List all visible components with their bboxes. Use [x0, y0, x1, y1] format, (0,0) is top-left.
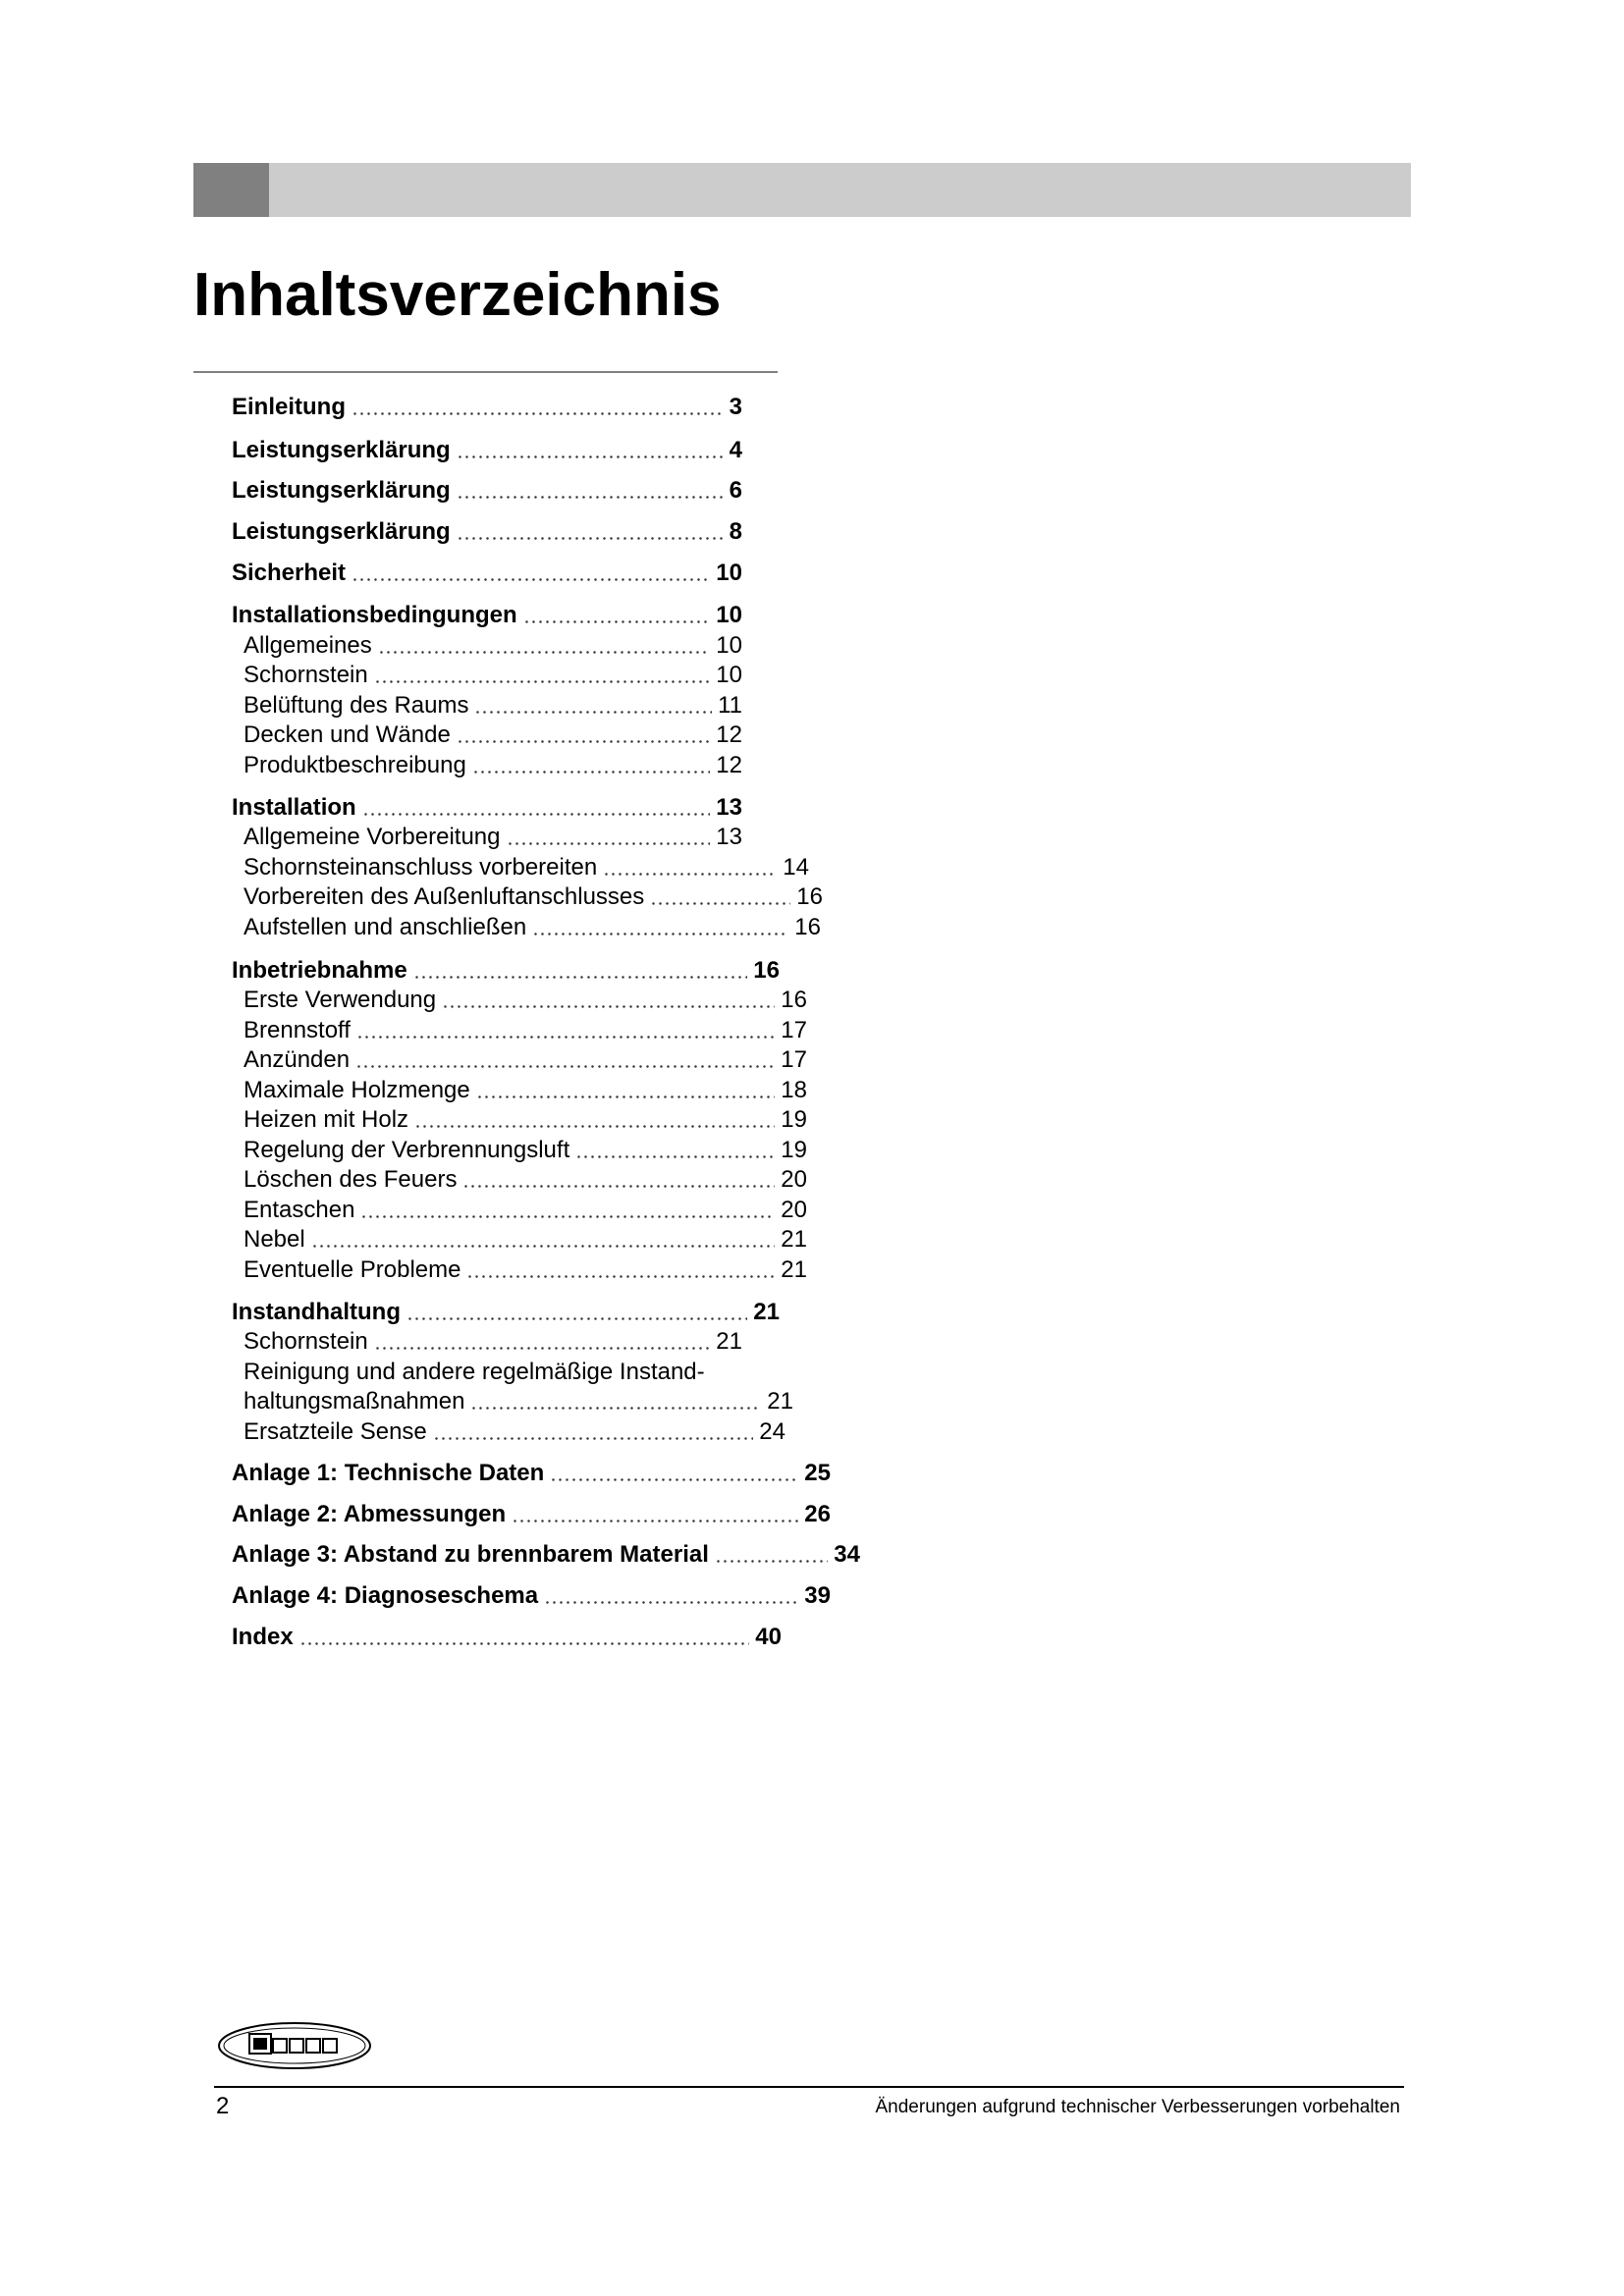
toc-leader-dots — [299, 1642, 750, 1645]
header-bar — [193, 163, 1411, 217]
toc-entry-page: 16 — [781, 986, 807, 1013]
toc-entry[interactable] — [244, 749, 742, 778]
footer-divider — [214, 2086, 1404, 2088]
toc-entry[interactable] — [244, 911, 821, 940]
toc-leader-dots — [603, 873, 777, 876]
toc-leader-dots — [356, 1036, 775, 1039]
toc-entry-label: Reinigung und andere regelmäßige Instand- — [244, 1358, 705, 1385]
toc-entry-label: Erste Verwendung — [244, 986, 437, 1013]
toc-entry-page: 12 — [716, 751, 742, 778]
toc-entry-page: 17 — [781, 1016, 807, 1043]
toc-entry[interactable] — [232, 515, 742, 545]
toc-leader-dots — [523, 620, 711, 623]
toc-entry-page: 25 — [804, 1459, 831, 1486]
toc-entry-label: Anlage 2: Abmessungen — [232, 1500, 507, 1527]
toc-entry-page: 10 — [716, 631, 742, 659]
toc-entry-page: 10 — [716, 559, 742, 586]
toc-leader-dots — [474, 711, 712, 714]
toc-entry-page: 21 — [767, 1387, 793, 1415]
toc-leader-dots — [457, 537, 724, 540]
toc-entry-page: 19 — [781, 1105, 807, 1133]
toc-entry[interactable] — [244, 1014, 807, 1043]
toc-leader-dots — [466, 1275, 775, 1278]
toc-entry[interactable] — [232, 791, 742, 821]
toc-entry-label: Schornstein — [244, 661, 368, 688]
toc-leader-dots — [352, 578, 710, 581]
toc-entry-label: Instandhaltung — [232, 1298, 401, 1325]
dovre-logo — [216, 2020, 373, 2076]
page-number: 2 — [216, 2093, 230, 2119]
toc-entry-label: Ersatzteile Sense — [244, 1417, 427, 1445]
toc-entry[interactable] — [232, 1621, 782, 1650]
toc-entry-label: haltungsmaßnahmen — [244, 1387, 465, 1415]
toc-entry-page: 21 — [716, 1327, 742, 1355]
toc-entry-page: 16 — [753, 956, 780, 984]
toc-leader-dots — [374, 1347, 711, 1350]
toc-leader-dots — [362, 813, 711, 816]
toc-entry-page: 4 — [729, 436, 742, 463]
toc-entry-page: 24 — [759, 1417, 785, 1445]
toc-entry[interactable] — [244, 1356, 774, 1385]
toc-entry[interactable] — [244, 1415, 785, 1445]
toc-entry[interactable] — [232, 1457, 831, 1486]
toc-entry[interactable] — [244, 821, 742, 850]
toc-entry-label: Allgemeine Vorbereitung — [244, 823, 501, 850]
toc-entry[interactable] — [244, 719, 742, 748]
toc-entry-page: 21 — [781, 1225, 807, 1253]
toc-entry[interactable] — [232, 1296, 780, 1325]
toc-entry-page: 26 — [804, 1500, 831, 1527]
toc-entry[interactable] — [244, 1074, 807, 1103]
toc-leader-dots — [512, 1520, 798, 1522]
toc-leader-dots — [374, 680, 711, 683]
toc-entry-label: Installation — [232, 793, 356, 821]
toc-leader-dots — [378, 651, 711, 654]
toc-entry-page: 16 — [794, 913, 821, 940]
toc-entry-label: Schornsteinanschluss vorbereiten — [244, 853, 598, 881]
toc-entry[interactable] — [244, 659, 742, 688]
toc-entry-page: 34 — [834, 1540, 860, 1568]
toc-entry-page: 14 — [783, 853, 809, 881]
toc-entry-page: 19 — [781, 1136, 807, 1163]
toc-leader-dots — [532, 933, 788, 935]
toc-entry[interactable] — [244, 1194, 807, 1223]
toc-entry-label: Produktbeschreibung — [244, 751, 466, 778]
toc-leader-dots — [476, 1095, 776, 1098]
toc-leader-dots — [360, 1215, 775, 1218]
page-title: Inhaltsverzeichnis — [193, 261, 722, 329]
toc-entry[interactable] — [244, 881, 823, 910]
toc-entry-label: Löschen des Feuers — [244, 1165, 458, 1193]
toc-entry-label: Maximale Holzmenge — [244, 1076, 470, 1103]
toc-leader-dots — [462, 1185, 775, 1188]
toc-entry-label: Aufstellen und anschließen — [244, 913, 527, 940]
toc-entry[interactable] — [232, 1498, 831, 1527]
toc-entry[interactable] — [244, 851, 809, 881]
toc-entry-label: Eventuelle Probleme — [244, 1255, 461, 1283]
toc-entry[interactable] — [244, 1163, 807, 1193]
toc-leader-dots — [311, 1245, 776, 1248]
toc-entry-label: Einleitung — [232, 393, 346, 420]
toc-entry-page: 3 — [729, 393, 742, 420]
toc-entry-page: 21 — [781, 1255, 807, 1283]
toc-entry[interactable] — [232, 954, 780, 984]
toc-entry-page: 13 — [716, 823, 742, 850]
toc-entry[interactable] — [232, 599, 742, 628]
toc-leader-dots — [457, 496, 724, 499]
toc-leader-dots — [715, 1560, 828, 1563]
toc-entry-label: Installationsbedingungen — [232, 601, 517, 628]
toc-entry-page: 12 — [716, 721, 742, 748]
toc-leader-dots — [413, 976, 748, 979]
toc-entry-page: 8 — [729, 517, 742, 545]
title-divider — [193, 371, 778, 373]
toc-entry[interactable] — [244, 629, 742, 659]
toc-entry-label: Sicherheit — [232, 559, 347, 586]
toc-leader-dots — [406, 1317, 747, 1320]
toc-entry[interactable] — [244, 1325, 742, 1355]
toc-entry-page: 6 — [729, 476, 742, 504]
toc-leader-dots — [457, 740, 711, 743]
toc-entry-label: Regelung der Verbrennungsluft — [244, 1136, 570, 1163]
toc-entry-page: 10 — [716, 661, 742, 688]
toc-entry[interactable] — [232, 1538, 860, 1568]
toc-entry-label: Vorbereiten des Außenluftanschlusses — [244, 882, 645, 910]
toc-entry-page: 39 — [804, 1581, 831, 1609]
toc-entry-label: Schornstein — [244, 1327, 368, 1355]
toc-entry-page: 20 — [781, 1165, 807, 1193]
toc-entry[interactable] — [244, 1103, 807, 1133]
toc-entry-label: Brennstoff — [244, 1016, 351, 1043]
toc-leader-dots — [472, 771, 710, 774]
toc-leader-dots — [442, 1005, 775, 1008]
toc-entry-label: Leistungserklärung — [232, 476, 451, 504]
toc-entry-label: Entaschen — [244, 1196, 355, 1223]
footer-note: Änderungen aufgrund technischer Verbesserungen vorbehalten — [875, 2097, 1400, 2117]
toc-entry[interactable] — [232, 391, 742, 420]
toc-entry[interactable] — [232, 557, 742, 586]
toc-leader-dots — [457, 455, 724, 458]
toc-entry[interactable] — [232, 474, 742, 504]
toc-leader-dots — [414, 1125, 775, 1128]
toc-entry[interactable] — [244, 1223, 807, 1253]
toc-entry-label: Leistungserklärung — [232, 436, 451, 463]
toc-entry-label: Belüftung des Raums — [244, 691, 469, 719]
toc-entry-label: Decken und Wände — [244, 721, 451, 748]
toc-leader-dots — [650, 902, 790, 905]
toc-entry[interactable] — [244, 1254, 807, 1283]
toc-entry-page: 17 — [781, 1045, 807, 1073]
toc-entry-label: Leistungserklärung — [232, 517, 451, 545]
toc-entry[interactable] — [244, 984, 807, 1013]
toc-entry-label: Anlage 1: Technische Daten — [232, 1459, 545, 1486]
toc-entry-page: 13 — [716, 793, 742, 821]
toc-entry-page: 10 — [716, 601, 742, 628]
toc-entry-label: Anzünden — [244, 1045, 351, 1073]
toc-entry-label: Anlage 3: Abstand zu brennbarem Material — [232, 1540, 709, 1568]
toc-entry[interactable] — [232, 1579, 831, 1609]
header-accent-block — [193, 163, 269, 217]
toc-entry[interactable] — [244, 1043, 807, 1073]
toc-leader-dots — [550, 1478, 798, 1481]
toc-entry[interactable] — [232, 434, 742, 463]
toc-entry-page: 18 — [781, 1076, 807, 1103]
toc-entry-page: 16 — [796, 882, 823, 910]
toc-leader-dots — [433, 1437, 754, 1440]
toc-entry-label: Allgemeines — [244, 631, 372, 659]
toc-leader-dots — [355, 1065, 775, 1068]
toc-entry-label: Inbetriebnahme — [232, 956, 407, 984]
toc-leader-dots — [352, 412, 724, 415]
toc-entry-label: Nebel — [244, 1225, 305, 1253]
toc-entry[interactable] — [244, 1385, 793, 1415]
toc-entry-page: 21 — [753, 1298, 780, 1325]
toc-entry[interactable] — [244, 1134, 807, 1163]
toc-leader-dots — [575, 1155, 775, 1158]
toc-entry-page: 20 — [781, 1196, 807, 1223]
toc-leader-dots — [507, 842, 711, 845]
toc-entry[interactable] — [244, 689, 742, 719]
toc-entry-label: Heizen mit Holz — [244, 1105, 409, 1133]
toc-leader-dots — [544, 1601, 798, 1604]
toc-leader-dots — [470, 1407, 761, 1410]
toc-entry-page: 11 — [718, 691, 742, 719]
toc-entry-label: Anlage 4: Diagnoseschema — [232, 1581, 539, 1609]
toc-entry-label: Index — [232, 1623, 294, 1650]
toc-entry-page: 40 — [755, 1623, 782, 1650]
